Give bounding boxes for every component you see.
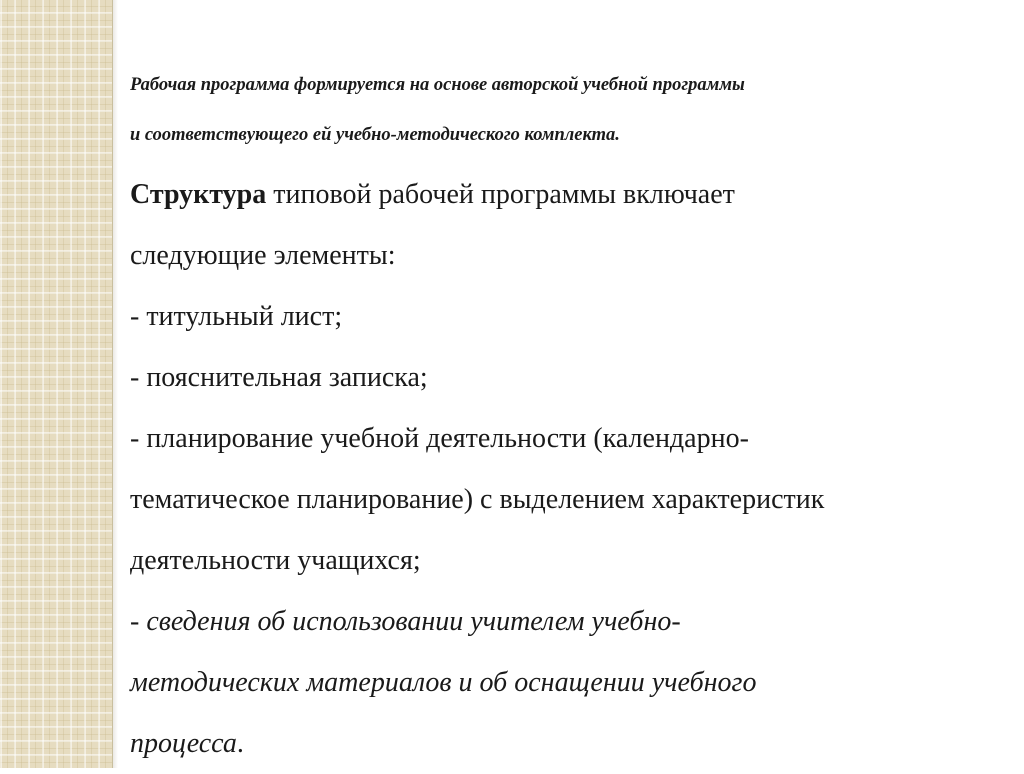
list-item: - пояснительная записка;	[130, 362, 428, 393]
structure-bold-term: Структура	[130, 179, 267, 210]
list-item: - титульный лист;	[130, 301, 343, 332]
last-item-dash: -	[130, 606, 147, 637]
list-item: - планирование учебной деятельности (календарно-	[130, 423, 749, 454]
list-item-continuation: тематическое планирование) с выделением характеристик	[130, 484, 825, 515]
structure-line-1	[130, 164, 1000, 225]
last-item-period: .	[236, 728, 244, 759]
pattern-strip-shadow	[112, 0, 118, 768]
structure-rest-text: типовой рабочей программы включает	[266, 179, 735, 210]
last-item-text-3: процесса	[130, 728, 237, 759]
structure-line-2: следующие элементы:	[130, 240, 396, 271]
intro-paragraph	[130, 60, 1000, 160]
intro-line-2: и соответствующего ей учебно-методического комплекта.	[130, 125, 620, 145]
last-item-line-3	[130, 713, 1000, 774]
last-item-line-2: методических материалов и об оснащении учебного	[130, 667, 757, 698]
last-item-text-1: сведения об использовании учителем учебно-	[146, 606, 681, 637]
intro-line-1: Рабочая программа формируется на основе авторской учебной программы	[130, 75, 745, 95]
list-item-continuation: деятельности учащихся;	[130, 545, 421, 576]
slide-content	[130, 60, 1000, 774]
last-item-line-1	[130, 591, 1000, 652]
decorative-pattern-strip	[0, 0, 113, 768]
structure-description	[130, 164, 1000, 774]
